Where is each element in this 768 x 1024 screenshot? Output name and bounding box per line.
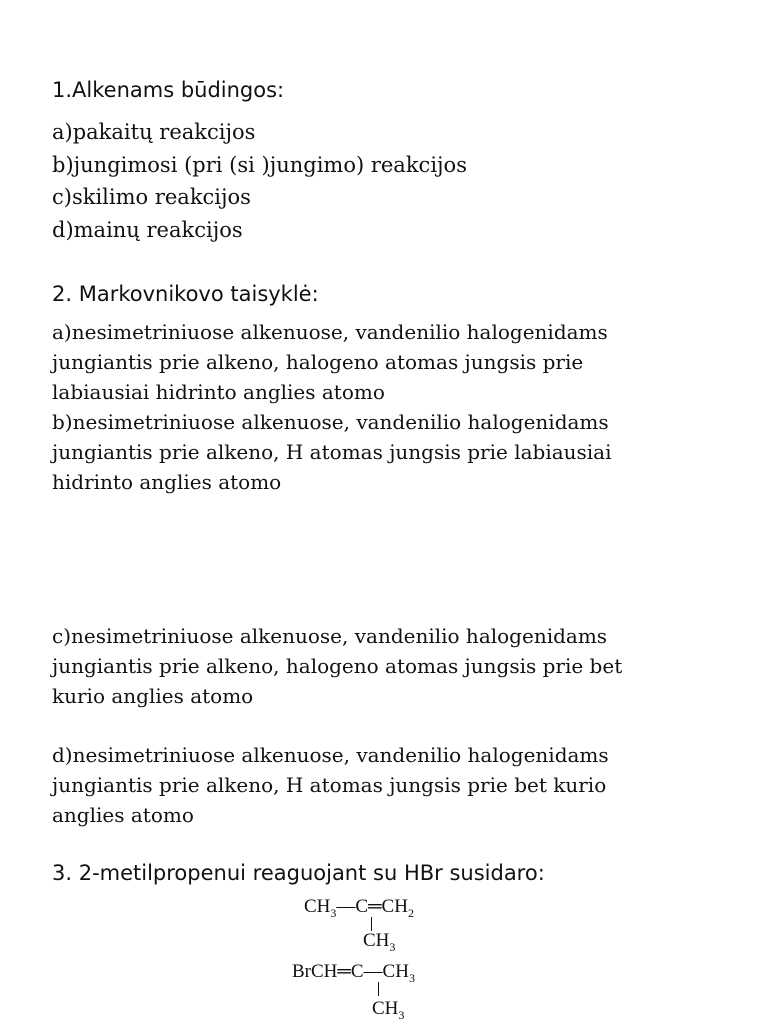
formula-2-branch-bond	[378, 982, 379, 996]
question-1-title: 1.Alkenams būdingos:	[52, 78, 285, 102]
question-1-option-d[interactable]: d)mainų reakcijos	[52, 217, 243, 242]
formula-1-main-chain[interactable]: $CH_3—C═CH_2$	[304, 896, 414, 920]
option-b-line: jungiantis prie alkeno, H atomas jungsis prie labiausiai	[52, 440, 612, 464]
formula-2-main-chain[interactable]: $BrCH═C—CH_3$	[292, 961, 415, 985]
question-2-title: 2. Markovnikovo taisyklė:	[52, 282, 319, 306]
formula-2-branch: $CH_3$	[372, 998, 405, 1022]
question-1-option-b[interactable]: b)jungimosi (pri (si )jungimo) reakcijos	[52, 152, 467, 177]
option-b-line: b)nesimetriniuose alkenuose, vandenilio halogenidams	[52, 410, 609, 434]
option-c-line: jungiantis prie alkeno, halogeno atomas jungsis prie bet	[52, 654, 623, 678]
question-2-option-b[interactable]	[52, 407, 672, 497]
formula-1-branch-bond	[371, 917, 372, 931]
option-d-line: anglies atomo	[52, 803, 194, 827]
option-a-line: a)nesimetriniuose alkenuose, vandenilio halogenidams	[52, 320, 608, 344]
option-d-line: jungiantis prie alkeno, H atomas jungsis prie bet kurio	[52, 773, 607, 797]
question-3-title: 3. 2-metilpropenui reaguojant su HBr susidaro:	[52, 861, 545, 885]
question-1-option-a[interactable]: a)pakaitų reakcijos	[52, 120, 256, 144]
question-2-option-a[interactable]	[52, 317, 672, 407]
formula-1-branch: $CH_3$	[363, 930, 396, 954]
option-a-line: labiausiai hidrinto anglies atomo	[52, 380, 385, 404]
question-1-option-c[interactable]: c)skilimo reakcijos	[52, 185, 251, 209]
option-b-line: hidrinto anglies atomo	[52, 470, 282, 494]
option-d-line: d)nesimetriniuose alkenuose, vandenilio halogenidams	[52, 743, 609, 767]
option-c-line: kurio anglies atomo	[52, 684, 254, 708]
question-2-option-d[interactable]	[52, 740, 672, 830]
question-1-options	[52, 116, 467, 246]
question-2-option-c[interactable]	[52, 621, 672, 711]
option-c-line: c)nesimetriniuose alkenuose, vandenilio halogenidams	[52, 624, 608, 648]
option-a-line: jungiantis prie alkeno, halogeno atomas jungsis prie	[52, 350, 584, 374]
